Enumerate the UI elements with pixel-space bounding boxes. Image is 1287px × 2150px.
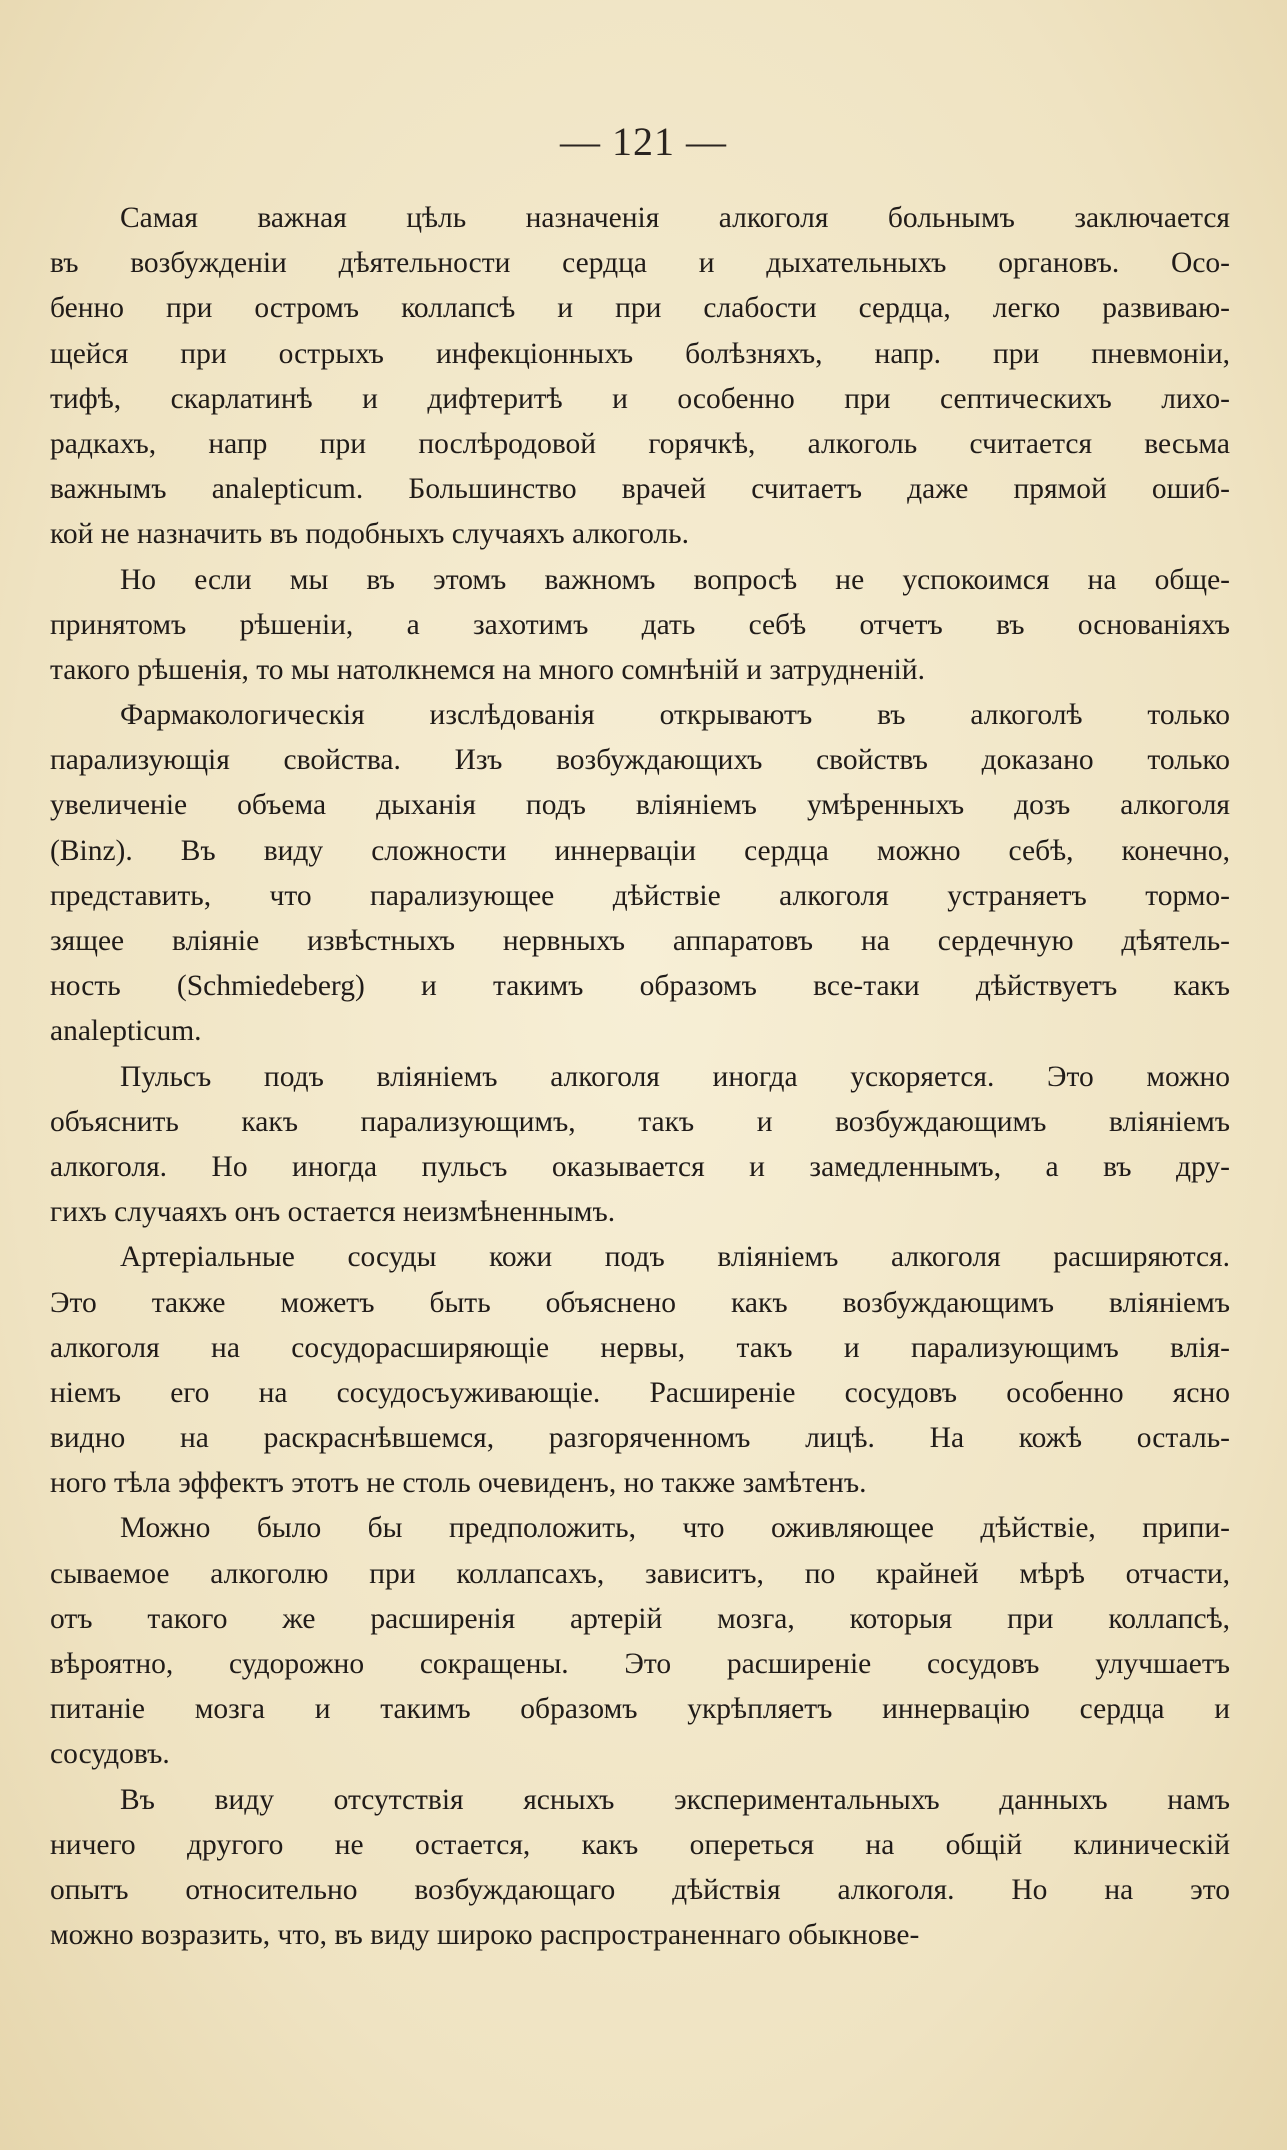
text-line: Въ виду отсутствія ясныхъ экспериментальныхъ данныхъ намъ [120, 1783, 1230, 1816]
text-line: зящее вліяніе извѣстныхъ нервныхъ аппаратовъ на сердечную дѣятель- [50, 925, 1230, 957]
text-line: парализующія свойства. Изъ возбуждающихъ свойствъ доказано только [50, 744, 1230, 777]
text-line: ничего другого не остается, какъ опереться на общій клиническій [50, 1828, 1230, 1861]
paragraph [50, 558, 1230, 694]
text-line: Можно было бы предположить, что оживляющее дѣйствіе, припи- [120, 1512, 1230, 1545]
body-text [50, 196, 1230, 1958]
text-line: ніемъ его на сосудосъуживающіе. Расширеніе сосудовъ особенно ясно [50, 1376, 1230, 1409]
text-line: Самая важная цѣль назначенія алкоголя больнымъ заключается [120, 202, 1230, 234]
text-line: питаніе мозга и такимъ образомъ укрѣпляетъ иннервацію сердца и [50, 1693, 1230, 1726]
text-line: увеличеніе объема дыханія подъ вліяніемъ умѣренныхъ дозъ алкоголя [50, 789, 1230, 822]
text-line: Фармакологическія изслѣдованія открываютъ въ алкоголѣ только [120, 699, 1230, 732]
paragraph [50, 1235, 1230, 1506]
text-line: ность (Schmiedeberg) и такимъ образомъ все-таки дѣйствуетъ какъ [50, 970, 1230, 1003]
paragraph [50, 1778, 1230, 1959]
text-line: ного тѣла эффектъ этотъ не столь очевиденъ, но также замѣтенъ. [50, 1467, 867, 1500]
text-line: Артеріальные сосуды кожи подъ вліяніемъ алкоголя расширяются. [120, 1241, 1230, 1274]
paragraph [50, 1506, 1230, 1777]
page-number: — 121 — [560, 119, 727, 164]
paragraph [50, 196, 1230, 558]
text-line: опытъ относительно возбуждающаго дѣйствія алкоголя. Но на это [50, 1873, 1230, 1906]
text-line: Пульсъ подъ вліяніемъ алкоголя иногда ускоряется. Это можно [120, 1060, 1230, 1093]
text-line: кой не назначить въ подобныхъ случаяхъ алкоголь. [50, 518, 689, 551]
text-line: Но если мы въ этомъ важномъ вопросѣ не успокоимся на обще- [120, 563, 1230, 596]
paragraph [50, 693, 1230, 1055]
text-line: analepticum. [50, 1015, 202, 1048]
text-line: (Binz). Въ виду сложности иннерваціи сердца можно себѣ, конечно, [50, 834, 1230, 867]
text-line: въ возбужденіи дѣятельности сердца и дыхательныхъ органовъ. Осо- [50, 247, 1230, 280]
text-line: тифѣ, скарлатинѣ и дифтеритѣ и особенно при септическихъ лихо- [50, 382, 1230, 415]
text-line: сываемое алкоголю при коллапсахъ, зависитъ, по крайней мѣрѣ отчасти, [50, 1557, 1230, 1590]
text-line: можно возразить, что, въ виду широко распространеннаго обыкнове- [50, 1919, 920, 1952]
text-line: алкоголя. Но иногда пульсъ оказывается и замедленнымъ, а въ дру- [50, 1150, 1230, 1183]
text-line: сосудовъ. [50, 1738, 170, 1771]
text-line: такого рѣшенія, то мы натолкнемся на много сомнѣній и затрудненій. [50, 653, 925, 686]
text-line: Это также можетъ быть объяснено какъ возбуждающимъ вліяніемъ [50, 1286, 1230, 1319]
paragraph [50, 1055, 1230, 1236]
text-line: бенно при остромъ коллапсѣ и при слабости сердца, легко развиваю- [50, 292, 1230, 325]
text-line: вѣроятно, судорожно сокращены. Это расширеніе сосудовъ улучшаетъ [50, 1648, 1230, 1680]
text-line: объяснить какъ парализующимъ, такъ и возбуждающимъ вліяніемъ [50, 1105, 1230, 1138]
text-line: важнымъ analepticum. Большинство врачей считаетъ даже прямой ошиб- [50, 473, 1230, 506]
text-line: принятомъ рѣшеніи, а захотимъ дать себѣ отчетъ въ основаніяхъ [50, 608, 1230, 641]
text-line: видно на раскраснѣвшемся, разгоряченномъ лицѣ. На кожѣ осталь- [50, 1422, 1230, 1455]
text-line: алкоголя на сосудорасширяющіе нервы, такъ и парализующимъ влія- [50, 1331, 1230, 1364]
text-line: представить, что парализующее дѣйствіе алкоголя устраняетъ тормо- [50, 879, 1230, 912]
text-line: отъ такого же расширенія артерій мозга, которыя при коллапсѣ, [50, 1602, 1230, 1635]
text-line: радкахъ, напр при послѣродовой горячкѣ, алкоголь считается весьма [50, 427, 1230, 460]
text-line: гихъ случаяхъ онъ остается неизмѣненнымъ. [50, 1196, 616, 1229]
text-line: щейся при острыхъ инфекціонныхъ болѣзняхъ, напр. при пневмоніи, [50, 337, 1230, 370]
